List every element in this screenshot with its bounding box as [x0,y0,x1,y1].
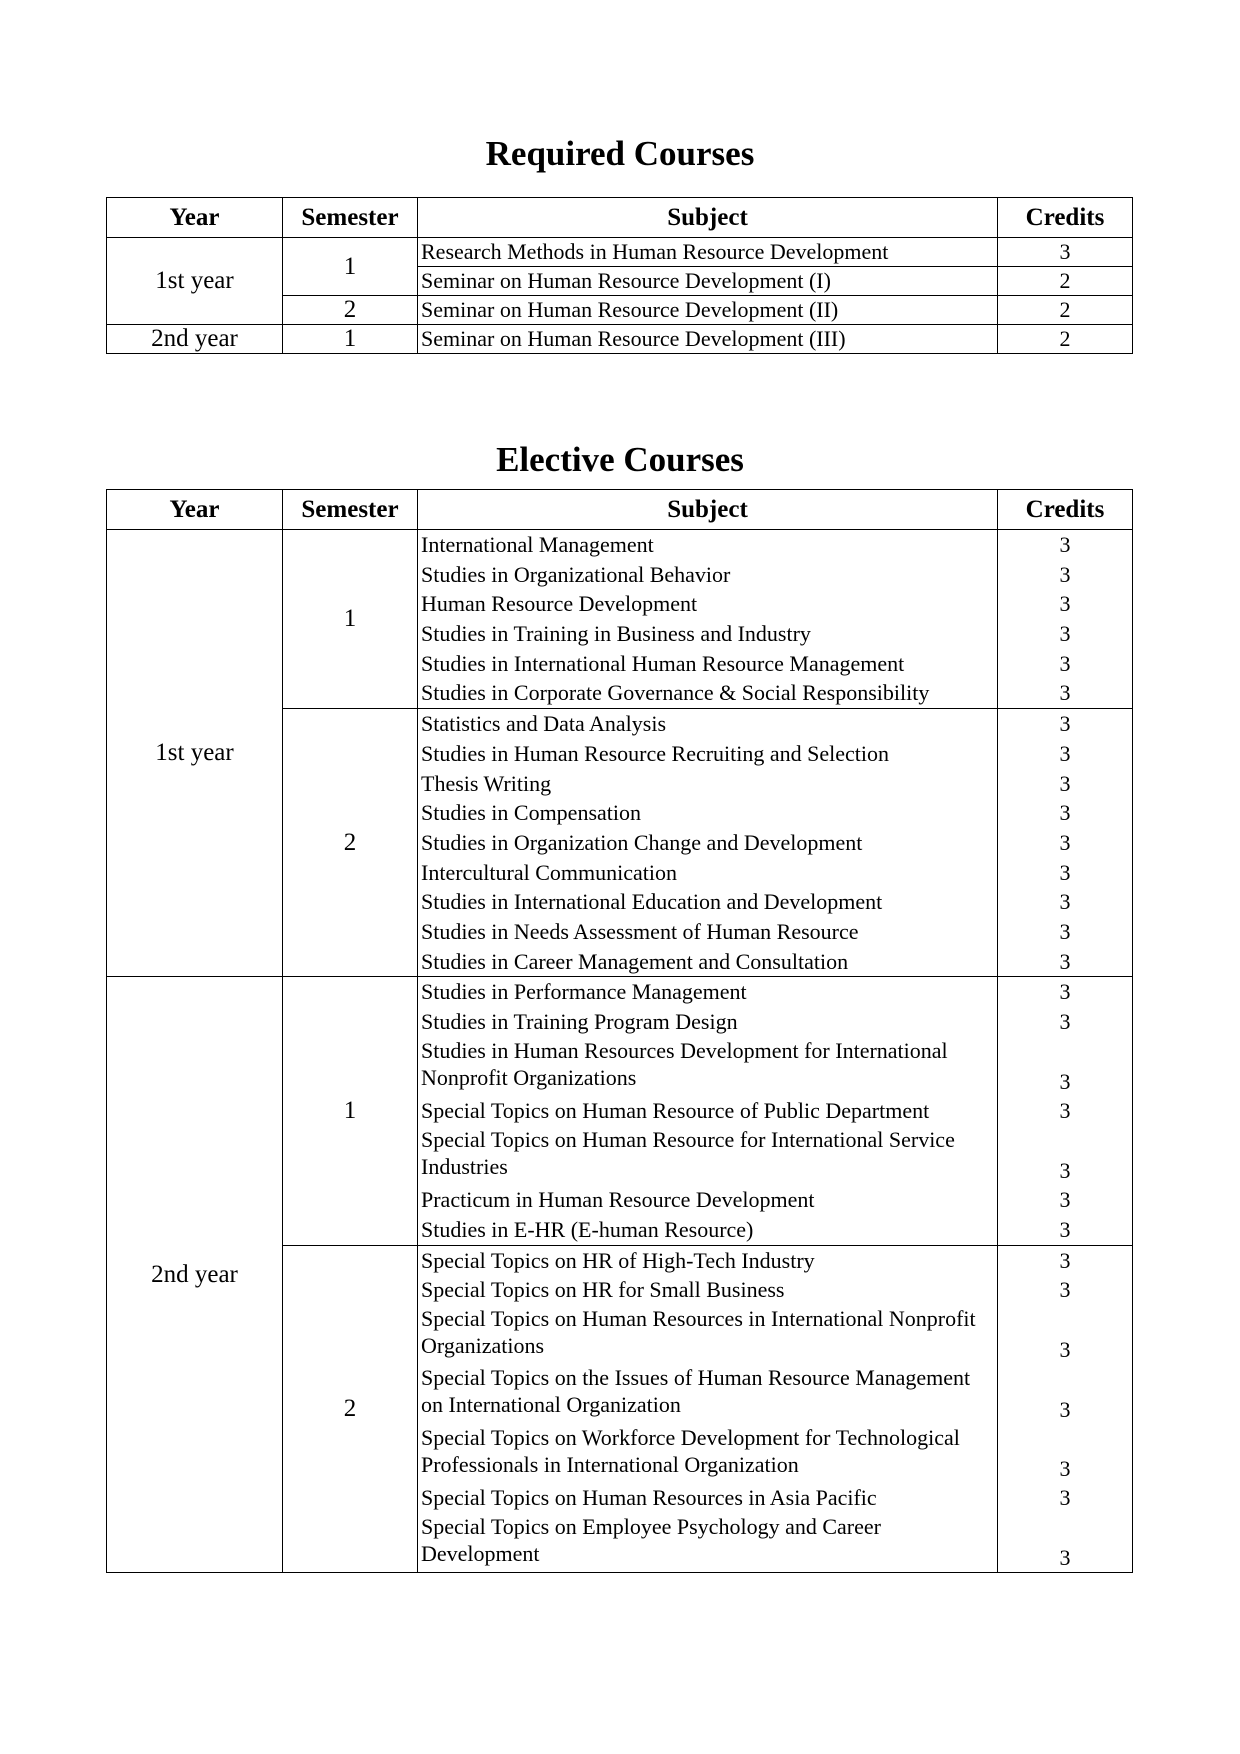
list-item: Intercultural Communication [421,859,677,885]
list-item: 3 [1059,859,1071,885]
subject-cell: Research Methods in Human Resource Development [418,238,998,267]
year-header: Year [107,198,283,238]
list-item: Practicum in Human Resource Development [421,1187,815,1213]
subject-header: Subject [418,490,998,530]
table-row [107,325,1133,354]
subject-header: Subject [418,198,998,238]
subject-list [421,530,997,708]
year-header: Year [107,490,283,530]
required-courses-title: Required Courses [485,134,755,173]
list-item: 3 [1059,1247,1071,1273]
semester-header: Semester [283,490,418,530]
list-item: Special Topics on Human Resource of Public Department [421,1098,930,1124]
list-item: 3 [1059,979,1071,1005]
list-item: 3 [1059,650,1071,676]
list-item: 3 [1059,1158,1071,1184]
credits-list [998,1246,1132,1573]
list-item: Studies in Needs Assessment of Human Resource [421,918,859,944]
list-item: 3 [1059,711,1071,737]
list-item: 3 [1059,621,1071,647]
list-item: 3 [1059,1337,1071,1363]
credits-list [998,977,1132,1244]
list-item: International Management [421,532,654,557]
subject-cell: Seminar on Human Resource Development (III) [418,325,998,354]
list-item: Special Topics on Workforce Development for Technological Professionals in International Organization [421,1424,960,1477]
list-item: 3 [1059,1069,1071,1095]
list-item: Special Topics on the Issues of Human Resource Management on International Organization [421,1365,971,1418]
subject-cell: Seminar on Human Resource Development (I) [418,267,998,296]
list-item: 3 [1059,1187,1071,1213]
list-item: Special Topics on Human Resource for International Service Industries [421,1126,955,1179]
list-item: Special Topics on Human Resources in International Nonprofit Organizations [421,1305,976,1358]
credits-cell: 2 [998,267,1133,296]
list-item: 3 [1059,1277,1071,1303]
list-item: 3 [1059,918,1071,944]
required-courses-table [106,197,1133,354]
credits-cell [998,530,1133,709]
table-header-row [107,198,1133,238]
credits-cell: 3 [998,238,1133,267]
list-item: Special Topics on HR for Small Business [421,1277,785,1303]
subject-cell [418,977,998,1245]
subject-list [421,709,997,976]
list-item: Studies in Compensation [421,800,641,826]
list-item: 3 [1059,1009,1071,1034]
elective-courses-title: Elective Courses [496,440,744,479]
subject-cell [418,1245,998,1573]
list-item: Special Topics on Employee Psychology and Career Development [421,1513,881,1566]
semester-cell: 2 [283,709,418,977]
list-item: Studies in Human Resource Recruiting and Selection [421,740,890,766]
list-item: 3 [1059,740,1071,766]
list-item: Studies in Organization Change and Development [421,829,863,855]
list-item: Thesis Writing [421,770,552,796]
list-item: Special Topics on HR of High-Tech Industry [421,1247,815,1273]
list-item: 3 [1059,800,1071,826]
list-item: Studies in Training in Business and Industry [421,621,811,647]
elective-courses-table [106,489,1133,1573]
list-item: Studies in Career Management and Consultation [421,948,849,974]
list-item: Studies in International Human Resource Management [421,650,905,676]
credits-list [998,530,1132,708]
list-item: Statistics and Data Analysis [421,711,667,737]
semester-cell: 2 [283,1245,418,1573]
semester-cell: 1 [283,325,418,354]
subject-cell [418,530,998,709]
table-row [107,977,1133,1245]
list-item: 3 [1059,1396,1071,1422]
semester-cell: 1 [283,977,418,1245]
credits-cell: 2 [998,325,1133,354]
list-item: 3 [1059,770,1071,796]
semester-cell: 2 [283,296,418,325]
list-item: 3 [1059,561,1071,587]
semester-cell: 1 [283,238,418,296]
list-item: 3 [1059,1456,1071,1482]
list-item: 3 [1059,680,1071,706]
subject-cell: Seminar on Human Resource Development (II) [418,296,998,325]
list-item: 3 [1059,829,1071,855]
list-item: Special Topics on Human Resources in Asia Pacific [421,1485,877,1511]
credits-header: Credits [998,490,1133,530]
list-item: 3 [1059,1485,1071,1511]
table-row [107,530,1133,709]
table-row [107,238,1133,267]
credits-cell: 2 [998,296,1133,325]
list-item: 3 [1059,889,1071,915]
credits-list [998,709,1132,976]
list-item: Studies in Training Program Design [421,1009,738,1034]
credits-cell [998,709,1133,977]
year-cell: 1st year [107,238,283,325]
list-item: 3 [1059,948,1071,974]
list-item: Studies in Organizational Behavior [421,561,731,587]
subject-list [421,977,997,1244]
year-cell: 2nd year [107,977,283,1573]
list-item: 3 [1059,591,1071,617]
credits-cell [998,1245,1133,1573]
credits-header: Credits [998,198,1133,238]
list-item: 3 [1059,1098,1071,1124]
list-item: 3 [1059,1216,1071,1242]
list-item: Studies in Performance Management [421,979,747,1005]
subject-cell [418,709,998,977]
semester-cell: 1 [283,530,418,709]
table-header-row [107,490,1133,530]
list-item: Studies in E-HR (E-human Resource) [421,1216,754,1242]
list-item: 3 [1059,1545,1071,1571]
list-item: Studies in Corporate Governance & Social Responsibility [421,680,930,706]
year-cell: 2nd year [107,325,283,354]
credits-cell [998,977,1133,1245]
list-item: 3 [1059,532,1071,557]
subject-list [421,1246,997,1573]
semester-header: Semester [283,198,418,238]
year-cell: 1st year [107,530,283,977]
list-item: Studies in Human Resources Development for International Nonprofit Organizations [421,1037,948,1090]
list-item: Human Resource Development [421,591,698,617]
list-item: Studies in International Education and Development [421,889,883,915]
